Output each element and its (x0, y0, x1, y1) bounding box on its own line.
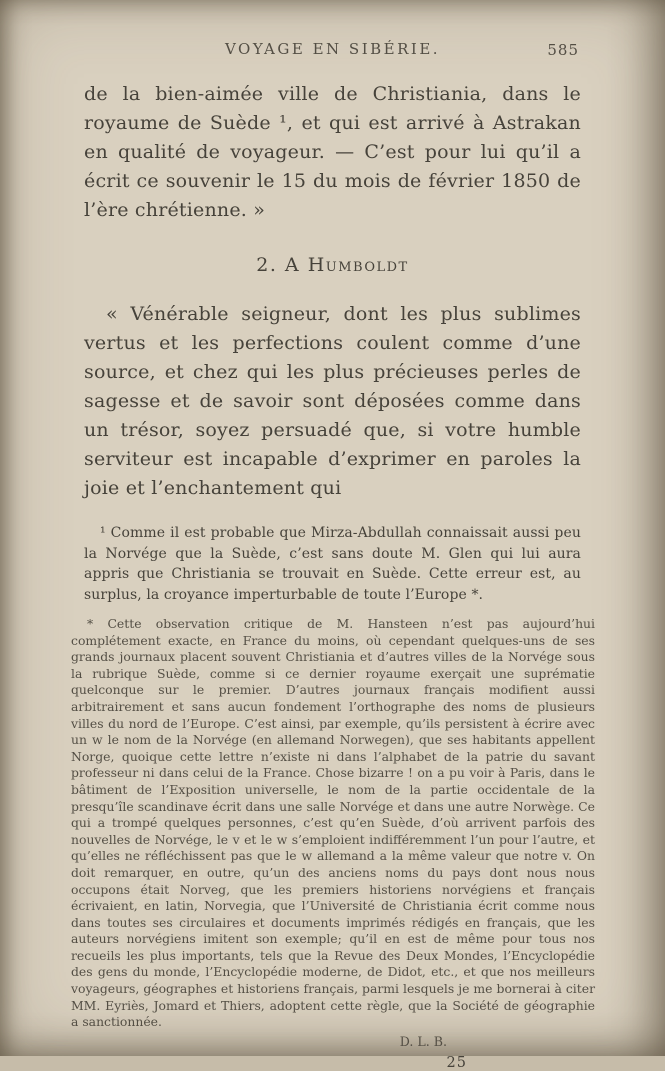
body-paragraph-1: de la bien-aimée ville de Christiania, dans le royaume de Suède ¹, et qui est arrivé à Astrakan en qualité de voyageur. — C’est pour lui qu’il a écrit ce souvenir le 15 du mois de février 1850 de l’ère chrétienne. » (84, 83, 581, 221)
footnote-2: * Cette observation critique de M. Hansteen n’est pas aujourd’hui complétement exacte, en France du moins, où cependant quelques-uns de ses grands journaux placent souvent Christiania et d’autres villes de la Norvége sous la rubrique Suède, comme si ce dernier royaume exerçait une suprématie quelconque sur le premier. D’autres journaux français modifient aussi arbitrairement et sans aucun fondement l’orthographe des noms de plusieurs villes du nord de l’Europe. C’est ainsi, par exemple, qu’ils persistent à écrire avec un w le nom de la Norvége (en allemand Norwegen), que ses habitants appellent Norge, quoique cette lettre n’existe ni dans l’alphabet de la patrie du savant professeur ni dans celui de la France. Chose bizarre ! on a pu voir à Paris, dans le bâtiment de l’Exposition universelle, le nom de la partie occidentale de la presqu’île scandinave écrit dans une salle Norvége et dans une autre Norwège. Ce qui a trompé quelques personnes, c’est qu’en Suède, d’où arrivent parfois des nouvelles de Norvége, le v et le w s’emploient indifféremment l’un pour l’autre, et qu’elles ne réfléchissent pas que le w allemand a la même valeur que notre v. On doit remarquer, en outre, qu’un des anciens noms du pays dont nous nous occupons était Norveg, que les premiers historiens norvégiens et français écrivaient, en latin, Norvegia, que l’Université de Christiania écrit comme nous dans toutes ses circulaires et documents imprimés rédigés en français, que les auteurs norvégiens imitent son exemple; qu’il en est de même pour tous nos recueils les plus importants, tels que la Revue des Deux Mondes, l’Encyclopédie des gens du monde, l’Encyclopédie moderne, de Didot, etc., et que nos meilleurs voyageurs, géographes et historiens français, parmi lesquels je me bornerai à citer MM. Eyriès, Jomard et Thiers, adoptent cette règle, que la Société de géographie a sanctionnée. (71, 616, 595, 1030)
main-text (84, 80, 581, 503)
signature-mark: 25 (446, 1054, 467, 1071)
footnote-1: ¹ Comme il est probable que Mirza-Abdullah connaissait aussi peu la Norvége que la Suède, c’est sans doute M. Glen qui lui aura appris que Christiania se trouvait en Suède. Cette erreur est, au surplus, la croyance imperturbable de toute l’Europe *. (84, 525, 581, 603)
page-number: 585 (547, 41, 579, 59)
body-paragraph-2: « Vénérable seigneur, dont les plus sublimes vertus et les perfections coulent comme d’une source, et chez qui les plus précieuses perles de sagesse et de savoir sont déposées comme dans un trésor, soyez persuadé que, si votre humble serviteur est incapable d’exprimer en paroles la joie et l’enchantement qui (84, 303, 581, 499)
footnotes-section (71, 523, 595, 1071)
running-title: VOYAGE EN SIBÉRIE. (224, 40, 441, 58)
section-heading: 2. A Humboldt (256, 254, 409, 276)
page-header (84, 40, 581, 58)
footnote-signature: D. L. B. (399, 1033, 447, 1049)
